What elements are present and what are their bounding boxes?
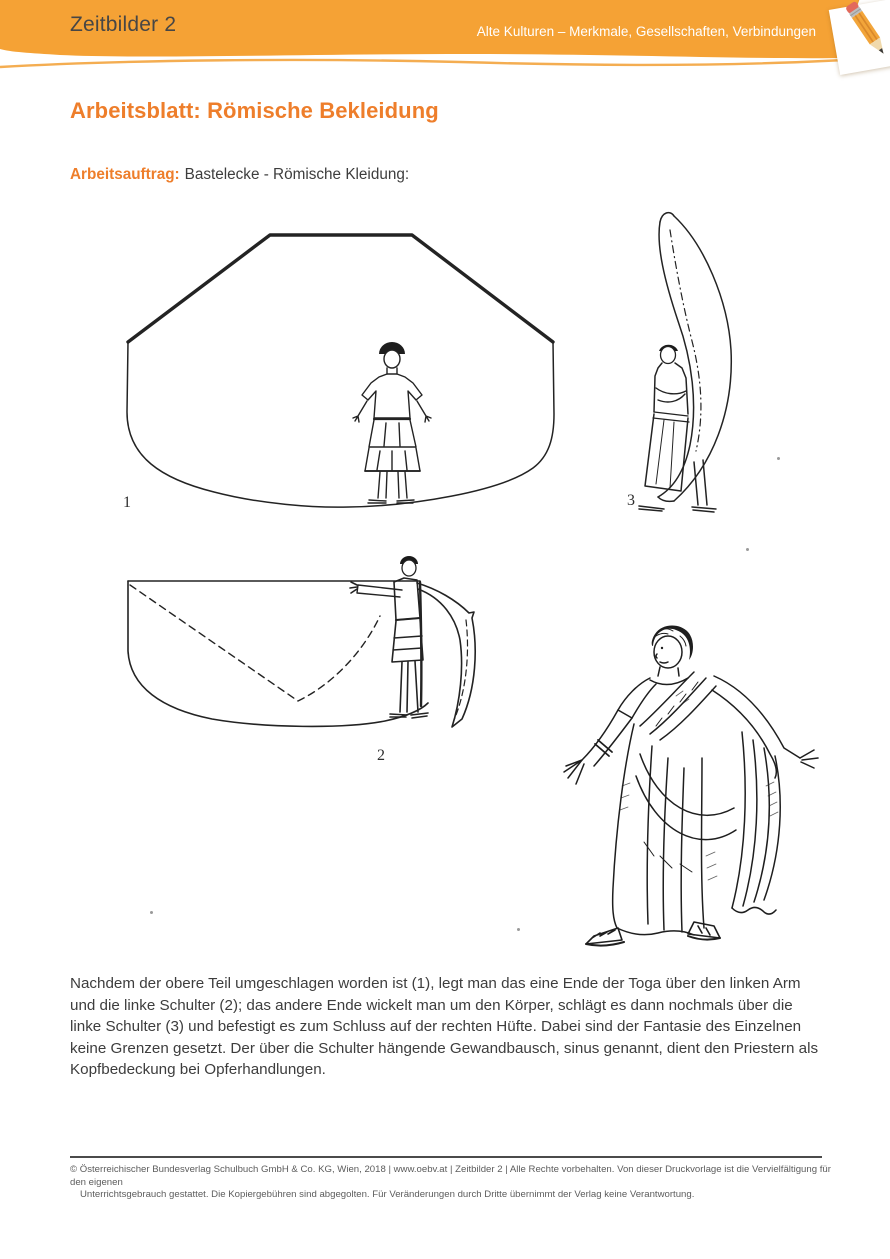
scan-speck	[150, 911, 153, 914]
footer-line-1: © Österreichischer Bundesverlag Schulbuch GmbH & Co. KG, Wien, 2018 | www.oebv.at | Zeitbilder 2 | Alle Rechte vorbehalten. Von dieser Druckvorlage ist die Vervielfältigung für den eigenen	[70, 1164, 831, 1188]
figure-4-complete-toga	[556, 606, 822, 958]
pencil-and-paper-icon	[794, 0, 890, 96]
figure-label-1: 1	[123, 494, 131, 511]
instruction-paragraph: Nachdem der obere Teil umgeschlagen worden ist (1), legt man das eine Ende der Toga über den linken Arm und die linke Schulter (2); das andere Ende wickelt man um den Körper, schlägt es dann nochmals über die linke Schulter (3) und befestigt es zum Schluss auf der rechten Hüfte. Dabei sind der Fantasie des Einzelnen keine Grenzen gesetzt. Der über die Schulter hängende Gewandbausch, sinus genannt, dient den Priestern als Kopfbedeckung bei Opferhandlungen.	[70, 975, 819, 1079]
scan-speck	[746, 548, 749, 551]
worksheet-title: Arbeitsblatt: Römische Bekleidung	[70, 98, 439, 123]
task-label: Arbeitsauftrag:	[70, 166, 180, 183]
chapter-title: Alte Kulturen – Merkmale, Gesellschaften, Verbindungen	[476, 24, 816, 39]
task-line	[70, 166, 409, 184]
task-text: Bastelecke - Römische Kleidung:	[184, 166, 410, 183]
footer-copyright	[70, 1164, 840, 1202]
footer-line-2: Unterrichtsgebrauch gestattet. Die Kopiergebühren sind abgegolten. Für Veränderungen durch Dritte übernimmt der Verlag keine Verantwortung.	[80, 1189, 695, 1201]
figure-1-toga-pattern	[108, 220, 563, 512]
figure-3-toga-over-shoulder	[612, 200, 798, 518]
book-title: Zeitbilder 2	[70, 13, 177, 36]
figure-2-folded-toga	[122, 556, 484, 768]
scan-speck	[517, 928, 520, 931]
scan-speck	[777, 457, 780, 460]
figure-label-3: 3	[627, 492, 635, 509]
figure-label-2: 2	[377, 747, 385, 764]
footer-rule	[70, 1156, 822, 1158]
